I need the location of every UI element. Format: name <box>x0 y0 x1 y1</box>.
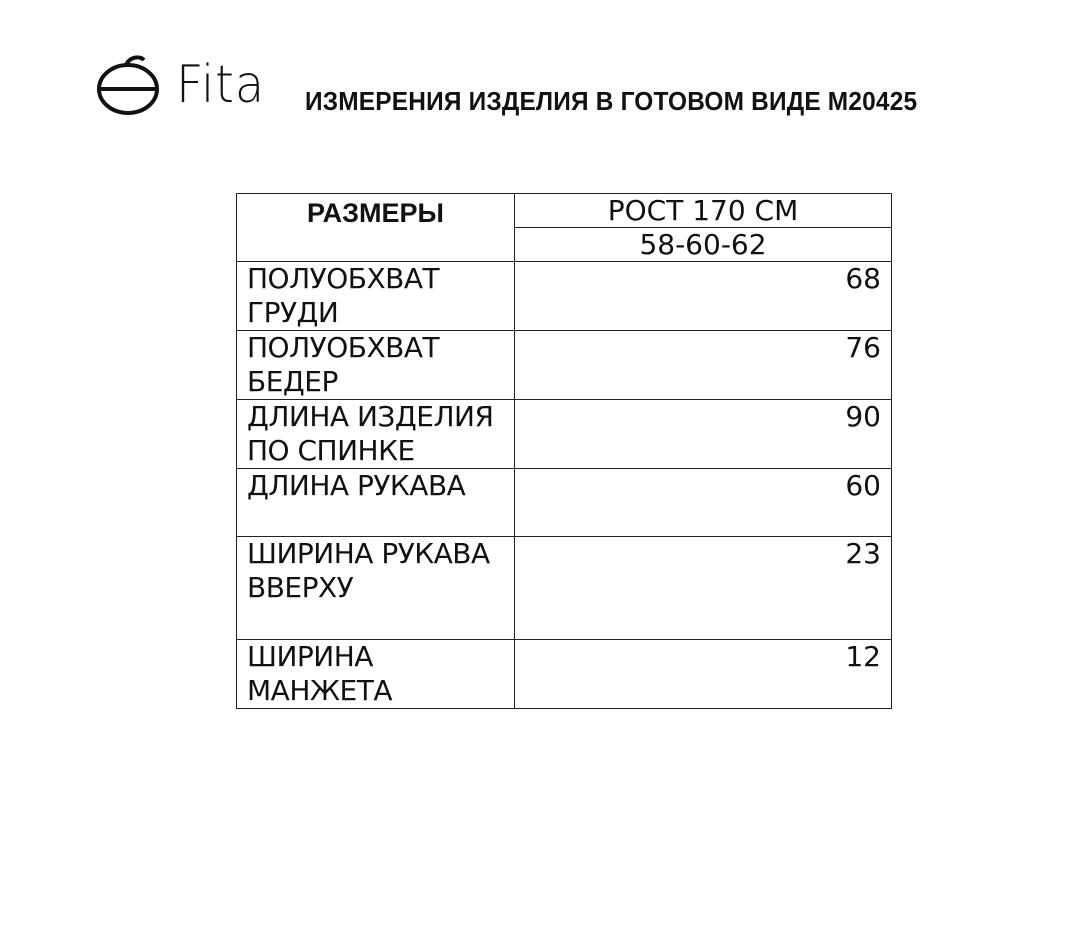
table-row <box>237 537 892 640</box>
row-label: ШИРИНА МАНЖЕТА <box>237 640 515 709</box>
size-range-header: 58-60-62 <box>515 228 892 262</box>
table-row <box>237 640 892 709</box>
row-value: 76 <box>515 331 892 400</box>
table-header-row <box>237 194 892 228</box>
table-row <box>237 262 892 331</box>
table-row <box>237 469 892 537</box>
measurements-table <box>236 193 892 709</box>
row-value: 12 <box>515 640 892 709</box>
row-label: ПОЛУОБХВАТ ГРУДИ <box>237 262 515 331</box>
row-label: ДЛИНА РУКАВА <box>237 469 515 537</box>
table-row <box>237 400 892 469</box>
row-value: 90 <box>515 400 892 469</box>
brand-name: Fita <box>176 55 266 115</box>
sizes-header: РАЗМЕРЫ <box>237 194 515 262</box>
table-row <box>237 331 892 400</box>
row-label: ДЛИНА ИЗДЕЛИЯ ПО СПИНКЕ <box>237 400 515 469</box>
row-label: ПОЛУОБХВАТ БЕДЕР <box>237 331 515 400</box>
height-header: РОСТ 170 СМ <box>515 194 892 228</box>
fita-logo-icon <box>96 54 162 116</box>
row-value: 23 <box>515 537 892 640</box>
row-value: 68 <box>515 262 892 331</box>
brand-logo <box>96 54 273 116</box>
page-title: ИЗМЕРЕНИЯ ИЗДЕЛИЯ В ГОТОВОМ ВИДЕ М20425 <box>305 86 918 116</box>
row-value: 60 <box>515 469 892 537</box>
row-label: ШИРИНА РУКАВА ВВЕРХУ <box>237 537 515 640</box>
